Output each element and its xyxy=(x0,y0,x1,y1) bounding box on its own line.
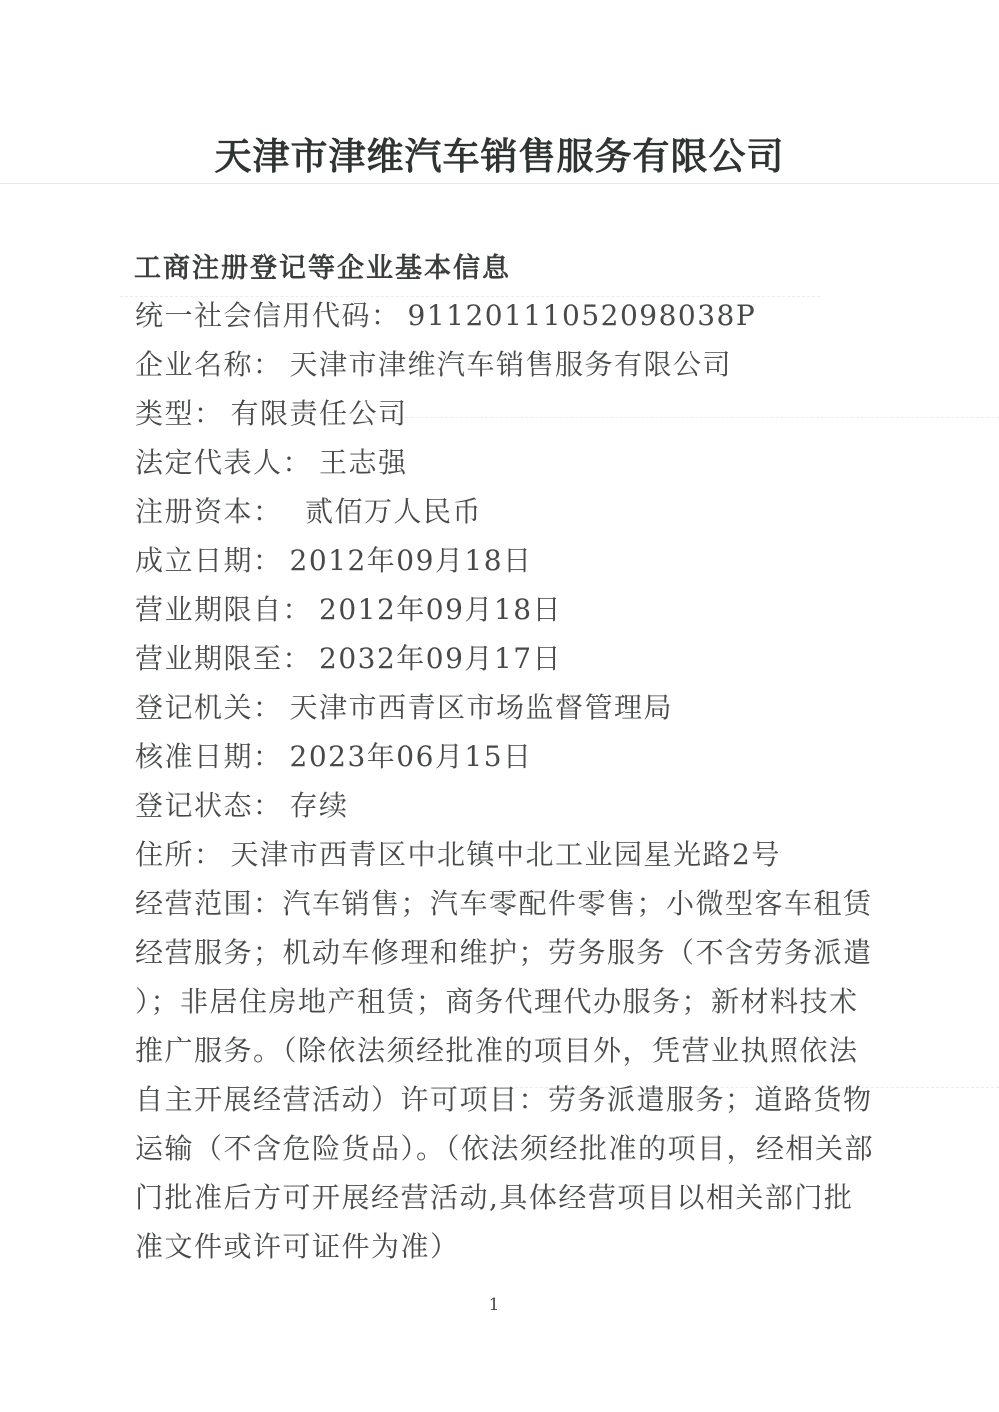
field-row-approval-date xyxy=(135,732,915,781)
field-row-credit-code xyxy=(135,291,915,340)
field-value: 存续 xyxy=(289,789,349,822)
field-value: 天津市津维汽车销售服务有限公司 xyxy=(289,348,733,381)
business-scope-line: 准文件或许可证件为准） xyxy=(135,1230,460,1263)
field-label: 注册资本： xyxy=(135,495,269,528)
field-row-legal-representative xyxy=(135,438,915,487)
field-row-registration-status xyxy=(135,781,915,830)
field-value: 2012年09月18日 xyxy=(319,593,563,626)
field-label: 营业期限至： xyxy=(135,642,313,675)
business-scope-line: 经营范围：汽车销售；汽车零配件零售；小微型客车租赁 xyxy=(135,887,873,920)
field-value: 天津市西青区市场监督管理局 xyxy=(289,691,674,724)
field-label: 住所： xyxy=(135,838,224,871)
field-value: 2032年09月17日 xyxy=(319,642,563,675)
field-label: 登记机关： xyxy=(135,691,283,724)
business-scope-line: 推广服务。（除依法须经批准的项目外，凭营业执照依法 xyxy=(135,1034,859,1067)
field-value: 王志强 xyxy=(319,446,408,479)
field-label: 成立日期： xyxy=(135,544,283,577)
field-label: 法定代表人： xyxy=(135,446,313,479)
field-row-company-type xyxy=(135,389,915,438)
title-divider xyxy=(0,183,999,184)
field-row-company-name xyxy=(135,340,915,389)
field-value: 91120111052098038P xyxy=(407,299,757,332)
field-label: 统一社会信用代码： xyxy=(135,299,401,332)
field-row-term-end xyxy=(135,634,915,683)
business-scope-line: 自主开展经营活动）许可项目：劳务派遣服务；道路货物 xyxy=(135,1083,873,1116)
field-row-registered-capital xyxy=(135,487,915,536)
page-number: 1 xyxy=(488,1295,500,1315)
field-row-registration-authority xyxy=(135,683,915,732)
field-row-address xyxy=(135,830,915,879)
field-row-term-start xyxy=(135,585,915,634)
section-heading: 工商注册登记等企业基本信息 xyxy=(134,253,511,284)
business-scope-line: ）；非居住房地产租赁；商务代理代办服务；新材料技术 xyxy=(135,985,859,1018)
field-label: 营业期限自： xyxy=(135,593,313,626)
registration-info xyxy=(135,291,915,1271)
field-value: 2012年09月18日 xyxy=(289,544,533,577)
field-value: 2023年06月15日 xyxy=(289,740,533,773)
field-row-establishment-date xyxy=(135,536,915,585)
field-label: 类型： xyxy=(135,397,224,430)
field-value: 贰佰万人民币 xyxy=(275,495,483,528)
page-title: 天津市津维汽车销售服务有限公司 xyxy=(214,134,785,178)
field-value: 有限责任公司 xyxy=(230,397,408,430)
field-label: 企业名称： xyxy=(135,348,283,381)
field-label: 登记状态： xyxy=(135,789,283,822)
field-label: 核准日期： xyxy=(135,740,283,773)
business-scope-line: 运输（不含危险货品）。（依法须经批准的项目，经相关部 xyxy=(135,1132,875,1165)
business-scope-line: 经营服务；机动车修理和维护；劳务服务（不含劳务派遣 xyxy=(135,936,873,969)
business-scope-line: 门批准后方可开展经营活动,具体经营项目以相关部门批 xyxy=(135,1181,854,1214)
field-value: 天津市西青区中北镇中北工业园星光路2号 xyxy=(230,838,781,871)
